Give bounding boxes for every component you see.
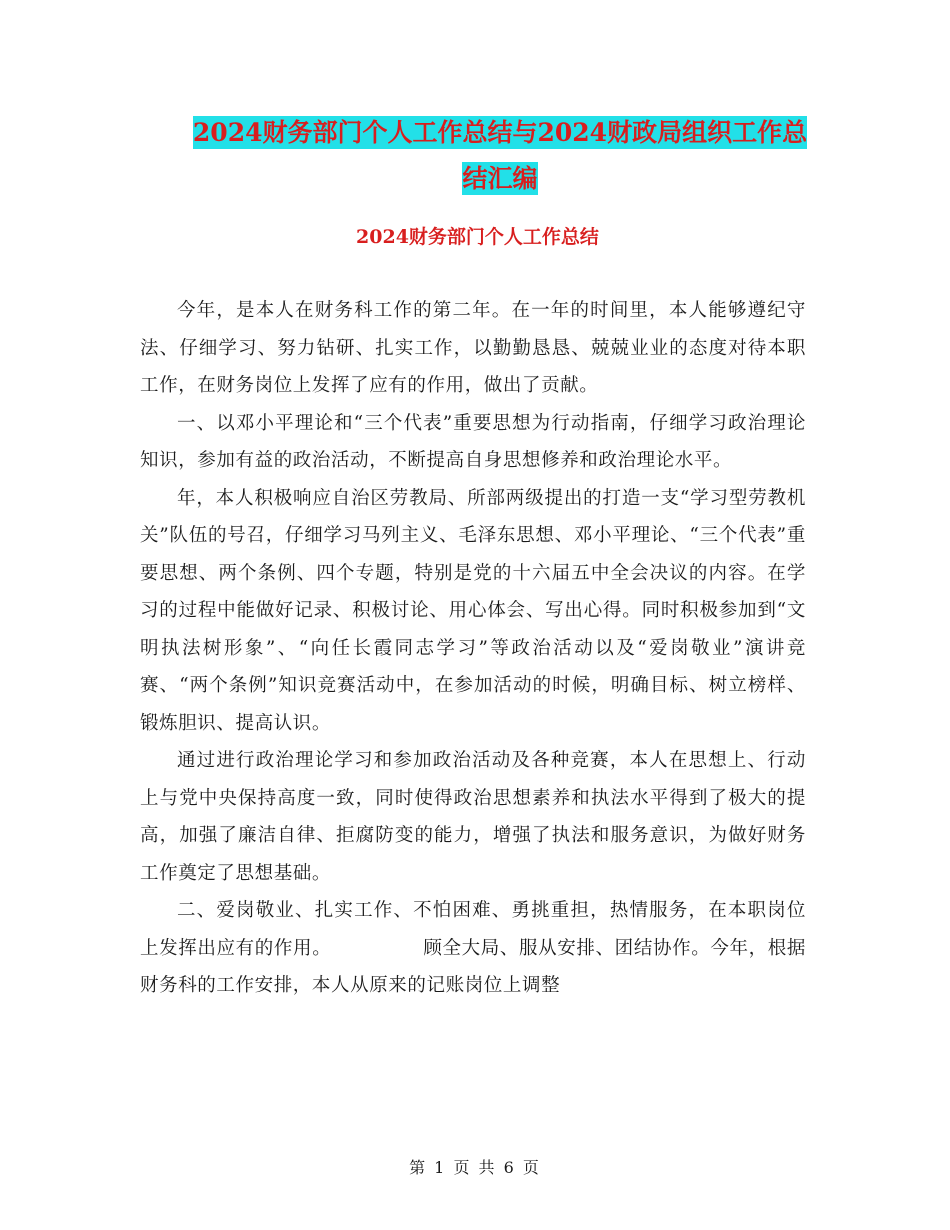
paragraph: 年，本人积极响应自治区劳教局、所部两级提出的打造一支“学习型劳教机关”队伍的号召，仔细学习马列主义、毛泽东思想、邓小平理论、“三个代表”重要思想、两个条例、四个专题，特别是党的十六届五中全会决议的内容。在学习的过程中能做好记录、积极讨论、用心体会、写出心得。同时积极参加到“文明执法树形象”、“向任长霞同志学习”等政治活动以及“爱岗敬业”演讲竞赛、“两个条例”知识竞赛活动中，在参加活动的时候，明确目标、树立榜样、锻炼胆识、提高认识。 xyxy=(140,487,806,734)
document-title xyxy=(150,110,850,202)
page-number-footer: 第 1 页 共 6 页 xyxy=(409,1158,541,1177)
paragraph-part: 顾全大局、服从安排、团结协作。今年，根据财务科的工作安排，本人从原来的记账岗位上调整 xyxy=(140,937,806,996)
title-line-1: 2024财务部门个人工作总结与2024财政局组织工作总 xyxy=(192,118,808,147)
paragraph: 一、以邓小平理论和“三个代表”重要思想为行动指南，仔细学习政治理论知识，参加有益的政治活动，不断提高自身思想修养和政治理论水平。 xyxy=(140,412,806,471)
title-line-2: 结汇编 xyxy=(462,164,538,193)
paragraph: 通过进行政治理论学习和参加政治活动及各种竞赛，本人在思想上、行动上与党中央保持高度一致，同时使得政治思想素养和执法水平得到了极大的提高，加强了廉洁自律、拒腐防变的能力，增强了执法和服务意识，为做好财务工作奠定了思想基础。 xyxy=(140,750,806,884)
paragraph: 今年，是本人在财务科工作的第二年。在一年的时间里，本人能够遵纪守法、仔细学习、努力钻研、扎实工作，以勤勤恳恳、兢兢业业的态度对待本职工作，在财务岗位上发挥了应有的作用，做出了贡献。 xyxy=(140,300,806,396)
section-title: 2024财务部门个人工作总结 xyxy=(356,226,599,248)
document-body xyxy=(140,292,806,1005)
paragraph xyxy=(140,892,806,1005)
paragraph-part: 二、爱岗敬业、扎实工作、不怕困难、勇挑重担，热情服务，在本职岗位上发挥出应有的作用。 xyxy=(140,900,806,959)
